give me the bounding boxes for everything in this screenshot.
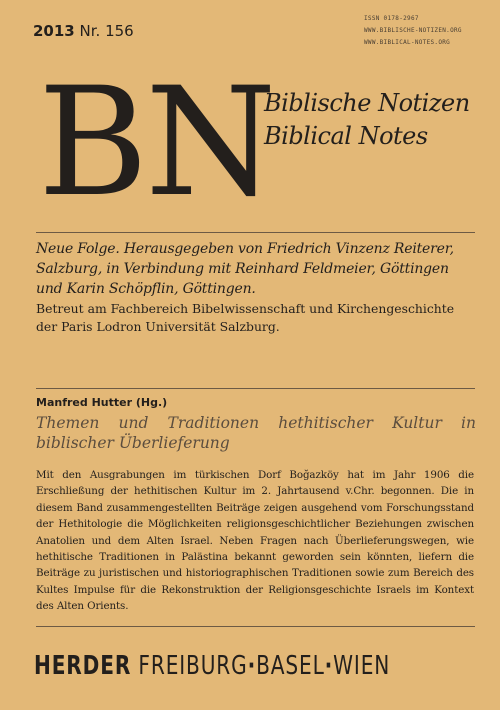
separator-dot: · <box>324 651 334 681</box>
issue-year: 2013 <box>33 22 75 40</box>
book-title: Themen und Traditionen hethitischer Kultur in biblischer Überlieferung <box>36 414 476 452</box>
divider <box>36 232 475 233</box>
divider <box>36 388 475 389</box>
separator-dot: · <box>247 651 257 681</box>
website-en-link[interactable]: WWW.BIBLICAL-NOTES.ORG <box>364 39 451 46</box>
journal-title-en: Biblical Notes <box>264 122 428 150</box>
journal-logo: BN <box>38 56 274 230</box>
city-freiburg: FREIBURG <box>138 651 248 681</box>
divider <box>36 626 475 627</box>
book-description: Mit den Ausgrabungen im türkischen Dorf Boğazköy hat im Jahr 1906 die Erschließung der hethitischen Kultur im 2. Jahrtausend v.Chr. begonnen. Die in diesem Band zusammengestellten Beiträge zeigen ausgehend vom Forschungsstand der Hethitologie die Möglichkeiten religionsgeschichtlicher Beziehungen zwischen Anatolien und dem Alten Israel. Neben Fragen nach Überlieferungswegen, wie hethitische Traditionen in Palästina bekannt geworden sein könnten, liefern die Beiträge zu juristischen und historiographischen Traditionen sowie zum Bereich des Kultes Impulse für die Rekonstruktion der Religionsgeschichte Israels im Kontext des Alten Orients. <box>36 469 474 613</box>
journal-title <box>264 87 470 153</box>
journal-title-de: Biblische Notizen <box>264 89 470 117</box>
issue-label <box>33 22 134 40</box>
issn: ISSN 0178-2967 <box>364 15 419 22</box>
affiliation: Betreut am Fachbereich Bibelwissenschaft und Kirchengeschichte der Paris Lodron Universität Salzburg. <box>36 301 455 334</box>
city-wien: WIEN <box>333 651 391 681</box>
publisher-line <box>34 651 390 681</box>
journal-meta <box>364 13 462 49</box>
issue-number: Nr. 156 <box>79 22 134 40</box>
editors-statement: Neue Folge. Herausgegeben von Friedrich Vinzenz Reiterer, Salzburg, in Verbindung mit Reinhard Feldmeier, Göttingen und Karin Schöpflin, Göttingen. <box>36 241 454 297</box>
website-de-link[interactable]: WWW.BIBLISCHE-NOTIZEN.ORG <box>364 27 462 34</box>
publisher-name: HERDER <box>34 651 132 681</box>
city-basel: BASEL <box>256 651 325 681</box>
book-author: Manfred Hutter (Hg.) <box>36 396 168 409</box>
